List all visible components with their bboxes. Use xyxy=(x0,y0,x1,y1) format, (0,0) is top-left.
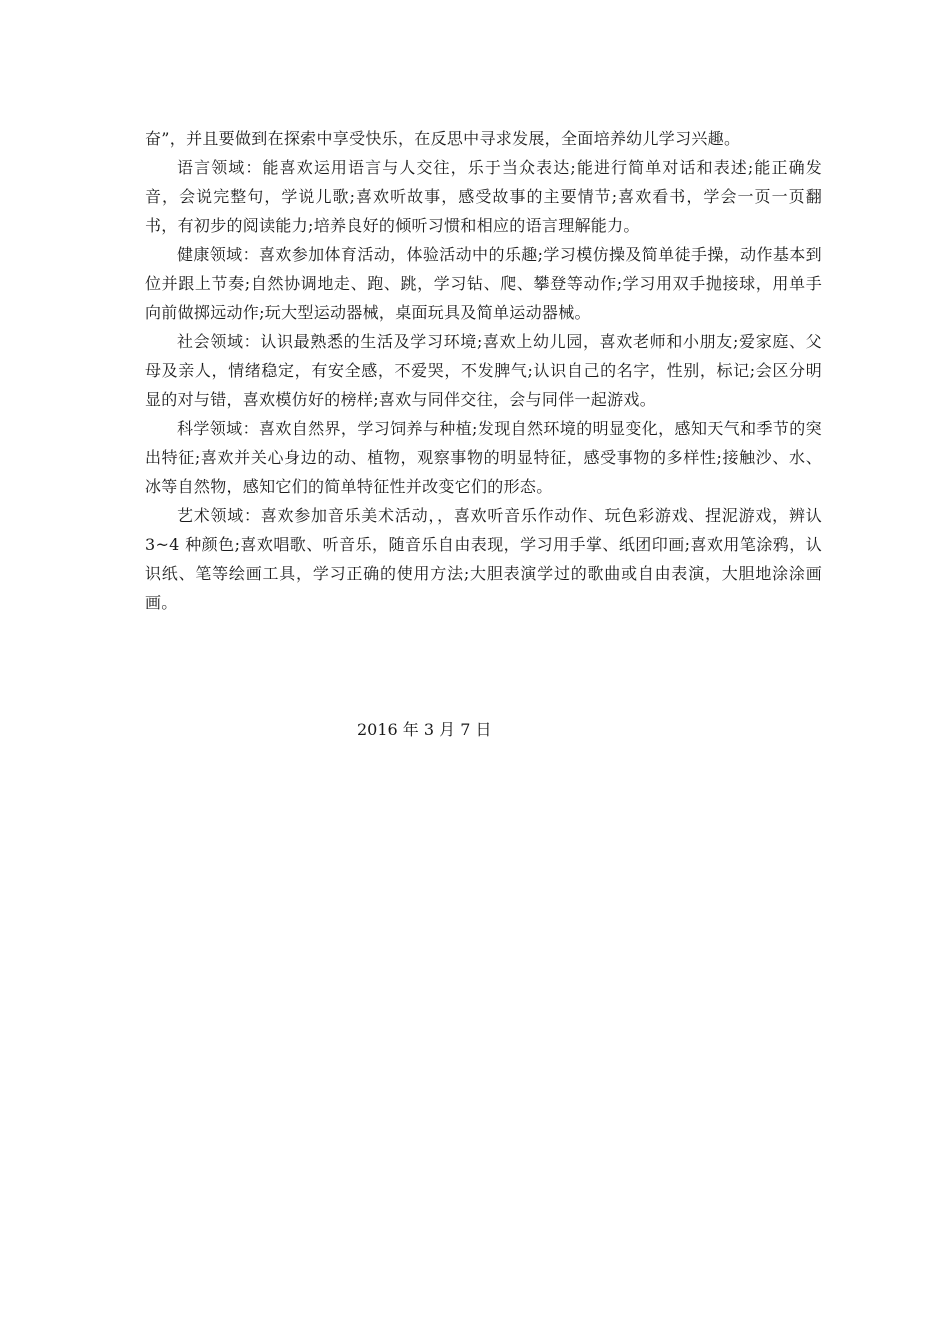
document-date: 2016 年 3 月 7 日 xyxy=(357,720,492,739)
paragraph-continuation: 奋”，并且要做到在探索中享受快乐，在反思中寻求发展，全面培养幼儿学习兴趣。 xyxy=(145,129,741,148)
paragraph-social-domain: 社会领域：认识最熟悉的生活及学习环境;喜欢上幼儿园，喜欢老师和小朋友;爱家庭、父母及亲人，情绪稳定，有安全感，不爱哭，不发脾气;认识自己的名字，性别，标记;会区分明显的对与错，喜欢模仿好的榜样;喜欢与同伴交往，会与同伴一起游戏。 xyxy=(145,332,822,409)
paragraph-science-domain: 科学领域：喜欢自然界，学习饲养与种植;发现自然环境的明显变化，感知天气和季节的突出特征;喜欢并关心身边的动、植物，观察事物的明显特征，感受事物的多样性;接触沙、水、冰等自然物，感知它们的简单特征性并改变它们的形态。 xyxy=(145,419,822,496)
document-body xyxy=(145,124,822,617)
paragraph-art-domain: 艺术领域：喜欢参加音乐美术活动，，喜欢听音乐作动作、玩色彩游戏、捏泥游戏，辨认 3~4 种颜色;喜欢唱歌、听音乐，随音乐自由表现，学习用手掌、纸团印画;喜欢用笔涂鸦，认识纸、笔等绘画工具，学习正确的使用方法;大胆表演学过的歌曲或自由表演，大胆地涂涂画画。 xyxy=(145,506,822,612)
paragraph-health-domain: 健康领域：喜欢参加体育活动，体验活动中的乐趣;学习模仿操及简单徒手操，动作基本到位并跟上节奏;自然协调地走、跑、跳，学习钻、爬、攀登等动作;学习用双手抛接球，用单手向前做掷远动作;玩大型运动器械，桌面玩具及简单运动器械。 xyxy=(145,245,822,322)
paragraph-language-domain: 语言领域：能喜欢运用语言与人交往，乐于当众表达;能进行简单对话和表述;能正确发音，会说完整句，学说儿歌;喜欢听故事，感受故事的主要情节;喜欢看书，学会一页一页翻书，有初步的阅读能力;培养良好的倾听习惯和相应的语言理解能力。 xyxy=(145,158,822,235)
